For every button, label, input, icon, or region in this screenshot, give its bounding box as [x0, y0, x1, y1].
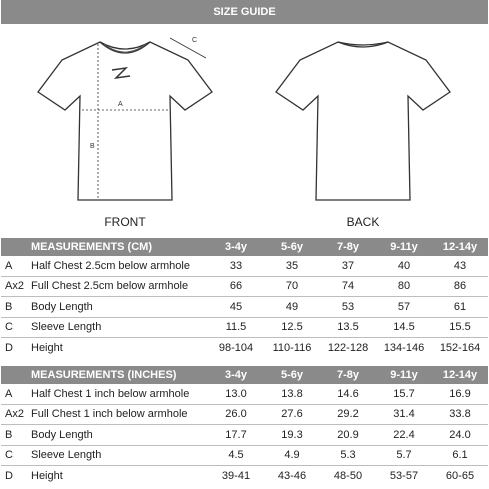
value-cell: 98-104 — [218, 341, 254, 354]
header-code-cell — [1, 366, 25, 384]
table-title: MEASUREMENTS (CM) — [25, 238, 208, 256]
tshirt-front-diagram — [20, 30, 230, 210]
table-title: MEASUREMENTS (INCHES) — [25, 366, 208, 384]
value-cell: 66 — [208, 276, 264, 297]
value-cell: 152-164 — [439, 341, 481, 354]
value-cell: 45 — [208, 297, 264, 318]
front-label: FRONT — [104, 215, 146, 229]
table-row — [1, 445, 488, 466]
size-header: 9-11y — [376, 366, 432, 384]
value-cell: 27.6 — [264, 404, 320, 425]
value-cell: 53 — [320, 297, 376, 318]
value-cell: 4.5 — [208, 445, 264, 466]
table-row — [1, 425, 488, 446]
value-cell: 5.7 — [376, 445, 432, 466]
size-header: 12-14y — [432, 366, 488, 384]
size-header: 7-8y — [320, 238, 376, 256]
row-code: D — [5, 469, 13, 482]
row-label: Full Chest 2.5cm below armhole — [25, 276, 208, 297]
table-row — [1, 404, 488, 425]
measurements-cm-table — [1, 238, 488, 358]
value-cell: 86 — [432, 276, 488, 297]
value-cell: 35 — [264, 256, 320, 276]
row-code: A — [1, 256, 25, 276]
value-cell: 37 — [320, 256, 376, 276]
value-cell: 29.2 — [320, 404, 376, 425]
value-cell: 11.5 — [208, 317, 264, 338]
size-header: 5-6y — [264, 366, 320, 384]
size-header: 12-14y — [432, 238, 488, 256]
table-row — [1, 384, 488, 404]
value-cell: 110-116 — [272, 341, 312, 354]
row-code: C — [1, 317, 25, 338]
value-cell: 53-57 — [389, 469, 419, 482]
value-cell: 49 — [264, 297, 320, 318]
value-cell: 24.0 — [432, 425, 488, 446]
row-code: B — [1, 425, 25, 446]
row-code: B — [1, 297, 25, 318]
value-cell: 80 — [376, 276, 432, 297]
value-cell: 43-46 — [277, 469, 307, 482]
value-cell: 74 — [320, 276, 376, 297]
value-cell: 20.9 — [320, 425, 376, 446]
table-header-row — [1, 366, 488, 384]
row-code: D — [5, 341, 13, 354]
value-cell: 14.6 — [320, 384, 376, 404]
table-row — [1, 256, 488, 276]
value-cell: 14.5 — [376, 317, 432, 338]
row-label: Height — [31, 469, 63, 482]
table-row — [1, 317, 488, 338]
size-header: 3-4y — [208, 366, 264, 384]
tshirt-back-outline — [276, 42, 450, 200]
row-code: Ax2 — [1, 276, 25, 297]
value-cell: 19.3 — [264, 425, 320, 446]
table-row — [1, 466, 488, 486]
table-row — [1, 297, 488, 318]
tshirt-front-outline — [38, 42, 212, 200]
measure-b-label: B — [90, 143, 95, 150]
size-header: 3-4y — [208, 238, 264, 256]
value-cell: 22.4 — [376, 425, 432, 446]
value-cell: 13.0 — [208, 384, 264, 404]
row-label: Full Chest 1 inch below armhole — [25, 404, 208, 425]
value-cell: 39-41 — [221, 469, 251, 482]
back-label: BACK — [346, 215, 380, 229]
row-code: C — [1, 445, 25, 466]
value-cell: 16.9 — [432, 384, 488, 404]
measure-c-label: C — [192, 37, 198, 44]
value-cell: 122-128 — [327, 341, 369, 354]
row-label: Body Length — [25, 297, 208, 318]
value-cell: 5.3 — [320, 445, 376, 466]
row-label: Half Chest 1 inch below armhole — [25, 384, 208, 404]
row-label: Sleeve Length — [25, 445, 208, 466]
size-header: 9-11y — [376, 238, 432, 256]
value-cell: 12.5 — [264, 317, 320, 338]
value-cell: 57 — [376, 297, 432, 318]
value-cell: 15.7 — [376, 384, 432, 404]
table-row — [1, 338, 488, 358]
tshirt-back-diagram — [258, 30, 468, 210]
value-cell: 4.9 — [264, 445, 320, 466]
row-label: Half Chest 2.5cm below armhole — [25, 256, 208, 276]
table-row — [1, 276, 488, 297]
value-cell: 48-50 — [333, 469, 363, 482]
value-cell: 13.5 — [320, 317, 376, 338]
row-label: Height — [31, 341, 63, 354]
measurements-inches-table — [1, 366, 488, 486]
value-cell: 26.0 — [208, 404, 264, 425]
value-cell: 40 — [376, 256, 432, 276]
value-cell: 43 — [432, 256, 488, 276]
measure-a-label: A — [118, 101, 123, 108]
row-code: A — [1, 384, 25, 404]
value-cell: 70 — [264, 276, 320, 297]
value-cell: 17.7 — [208, 425, 264, 446]
value-cell: 15.5 — [432, 317, 488, 338]
value-cell: 6.1 — [432, 445, 488, 466]
table-header-row — [1, 238, 488, 256]
header-code-cell — [1, 238, 25, 256]
row-label: Body Length — [25, 425, 208, 446]
row-label: Sleeve Length — [25, 317, 208, 338]
value-cell: 31.4 — [376, 404, 432, 425]
value-cell: 33.8 — [432, 404, 488, 425]
value-cell: 61 — [432, 297, 488, 318]
value-cell: 60-65 — [445, 469, 475, 482]
value-cell: 134-146 — [383, 341, 425, 354]
row-code: Ax2 — [1, 404, 25, 425]
size-header: 7-8y — [320, 366, 376, 384]
value-cell: 33 — [208, 256, 264, 276]
size-header: 5-6y — [264, 238, 320, 256]
value-cell: 13.8 — [264, 384, 320, 404]
size-guide-banner: SIZE GUIDE — [1, 0, 488, 24]
